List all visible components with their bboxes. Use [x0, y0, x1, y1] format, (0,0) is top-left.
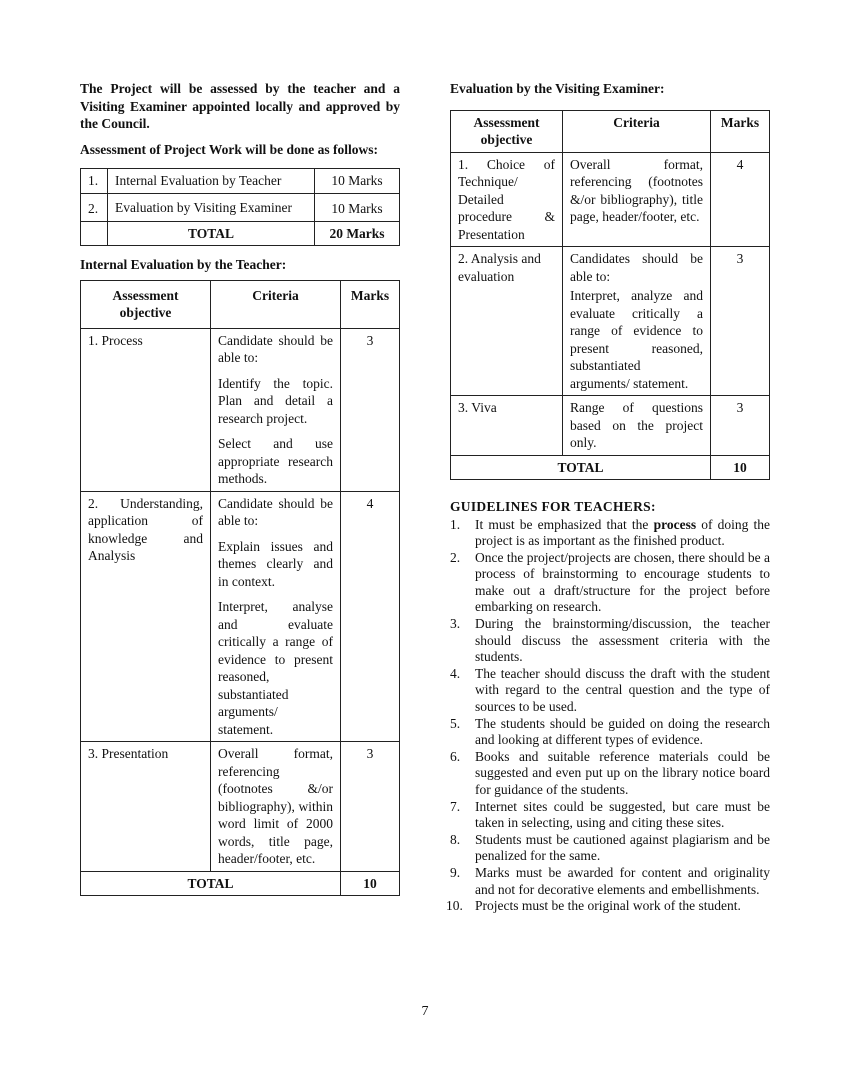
- list-item: 8. Students must be cautioned against plagiarism and be penalized for the same.: [450, 831, 770, 864]
- row-marks: 10 Marks: [315, 169, 400, 194]
- right-column: [446, 80, 771, 915]
- objective-cell: 2. Understanding, application of knowledge and Analysis: [81, 491, 211, 742]
- internal-heading: Internal Evaluation by the Teacher:: [80, 257, 287, 272]
- criteria-text: Candidates should be able to:: [570, 251, 703, 284]
- criteria-text: Candidate should be able to:: [218, 332, 333, 365]
- header-marks: Marks: [341, 280, 400, 328]
- table-row: [451, 247, 770, 396]
- criteria-cell: [211, 491, 341, 742]
- header-objective: Assessment objective: [81, 280, 211, 328]
- visiting-evaluation-table: [450, 110, 770, 481]
- criteria-text: Overall format, referencing (footnotes &/or bibliography), title page, header/footer, etc.: [570, 156, 703, 224]
- list-item: 2. Once the project/projects are chosen, there should be a process of brainstorming to encourage students to make out a draft/structure for the project before embarking on research.: [450, 549, 771, 615]
- list-item: 6. Books and suitable reference materials could be suggested and even put up on the library notice board for guidance of the students.: [450, 748, 770, 797]
- objective-cell: 2. Analysis and evaluation: [451, 247, 563, 396]
- total-marks: 10: [341, 871, 400, 896]
- table-row: [81, 221, 400, 246]
- criteria-text: Identify the topic. Plan and detail a research project.: [218, 375, 333, 426]
- visiting-heading: Evaluation by the Visiting Examiner:: [450, 81, 665, 96]
- marks-cell: 3: [711, 396, 770, 456]
- table-header-row: [81, 280, 400, 328]
- objective-cell: 3. Viva: [451, 396, 563, 456]
- marks-cell: 3: [341, 328, 400, 491]
- row-label: Evaluation by Visiting Examiner: [108, 193, 315, 221]
- internal-evaluation-table: [80, 280, 400, 897]
- row-number: 2.: [81, 193, 108, 221]
- list-item: 5. The students should be guided on doing the research and looking at different types of evidence.: [450, 715, 770, 748]
- criteria-text: Explain issues and themes clearly and in context.: [218, 538, 333, 589]
- marks-cell: 3: [341, 742, 400, 872]
- criteria-text: Interpret, analyze and evaluate critically a range of evidence to present reasoned, substantiated arguments/ statement.: [570, 288, 703, 391]
- page-number: 7: [421, 1004, 429, 1019]
- table-row: [451, 396, 770, 456]
- marks-cell: 4: [341, 491, 400, 742]
- summary-table: [80, 168, 400, 246]
- list-item: 7. Internet sites could be suggested, but care must be taken in selecting, using and citing these sites.: [450, 798, 770, 831]
- table-row: [81, 169, 400, 194]
- criteria-cell: [563, 152, 711, 247]
- intro-paragraph: The Project will be assessed by the teacher and a Visiting Examiner appointed locally and approved by the Council.: [80, 81, 400, 131]
- table-row: [81, 193, 400, 221]
- list-item: 10. Projects must be the original work of the student.: [446, 898, 741, 914]
- row-number: 1.: [81, 169, 108, 194]
- criteria-cell: [211, 328, 341, 491]
- total-marks: 10: [711, 455, 770, 480]
- total-label: TOTAL: [81, 871, 341, 896]
- criteria-cell: [563, 247, 711, 396]
- list-item: 4. The teacher should discuss the draft with the student with regard to the central question and the type of sources to be used.: [450, 665, 770, 715]
- row-marks: 10 Marks: [315, 193, 400, 221]
- criteria-text: Interpret, analyse and evaluate critically a range of evidence to present reasoned, substantiated arguments/ statement.: [218, 599, 333, 737]
- criteria-text: Range of questions based on the project only.: [570, 400, 703, 450]
- guidelines-heading: GUIDELINES FOR TEACHERS:: [450, 499, 656, 514]
- marks-cell: 3: [711, 247, 770, 396]
- list-item: 9. Marks must be awarded for content and originality and not for decorative elements and embellishments.: [450, 864, 770, 897]
- guidelines-list: [446, 516, 771, 915]
- table-total-row: [81, 871, 400, 896]
- table-row: [81, 491, 400, 742]
- list-item: 1. It must be emphasized that the process of doing the project is as important as the finished product.: [450, 516, 770, 549]
- total-marks: 20 Marks: [315, 221, 400, 246]
- objective-cell: 3. Presentation: [81, 742, 211, 872]
- table-row: [81, 742, 400, 872]
- criteria-cell: [211, 742, 341, 872]
- criteria-text: Candidate should be able to:: [218, 495, 333, 528]
- assessment-heading: Assessment of Project Work will be done as follows:: [80, 141, 378, 157]
- header-criteria: Criteria: [563, 110, 711, 152]
- criteria-text: Select and use appropriate research methods.: [218, 436, 333, 486]
- header-marks: Marks: [711, 110, 770, 152]
- table-total-row: [451, 455, 770, 480]
- list-item: 3. During the brainstorming/discussion, the teacher should discuss the assessment criteria with the students.: [450, 616, 770, 665]
- table-row: [81, 328, 400, 491]
- criteria-text: Overall format, referencing (footnotes &/or bibliography), within word limit of 2000 words, title page, header/footer, etc.: [218, 746, 333, 866]
- marks-cell: 4: [711, 152, 770, 247]
- header-criteria: Criteria: [211, 280, 341, 328]
- left-column: [80, 80, 400, 896]
- table-header-row: [451, 110, 770, 152]
- header-objective: Assessment objective: [451, 110, 563, 152]
- table-row: [451, 152, 770, 247]
- objective-cell: 1. Process: [81, 328, 211, 491]
- row-label: Internal Evaluation by Teacher: [108, 169, 315, 194]
- objective-cell: 1. Choice of Technique/ Detailed procedure & Presentation: [451, 152, 563, 247]
- criteria-cell: [563, 396, 711, 456]
- total-label: TOTAL: [108, 221, 315, 246]
- total-label: TOTAL: [451, 455, 711, 480]
